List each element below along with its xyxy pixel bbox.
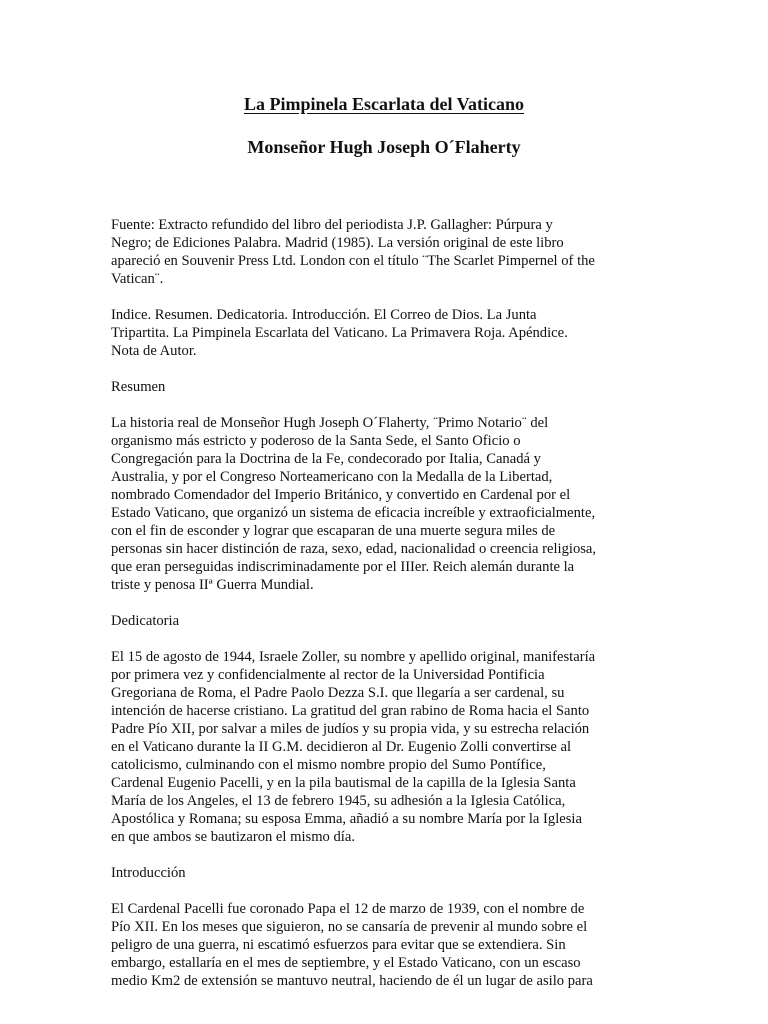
text-line: Apostólica y Romana; su esposa Emma, añadió a su nombre María por la Iglesia — [111, 811, 582, 827]
text-line: Fuente: Extracto refundido del libro del periodista J.P. Gallagher: Púrpura y — [111, 217, 553, 233]
document-body — [111, 216, 667, 1008]
text-line: Resumen — [111, 379, 166, 395]
text-line: triste y penosa IIª Guerra Mundial. — [111, 577, 314, 593]
text-line: Cardenal Eugenio Pacelli, y en la pila bautismal de la capilla de la Iglesia Santa — [111, 775, 576, 791]
text-line: Gregoriana de Roma, el Padre Paolo Dezza S.I. que llegaría a ser cardenal, su — [111, 685, 565, 701]
paragraph-resumen — [111, 414, 667, 594]
text-line: Estado Vaticano, que organizó un sistema de eficacia increíble y extraoficialmente, — [111, 505, 596, 521]
text-line: La historia real de Monseñor Hugh Joseph O´Flaherty, ¨Primo Notario¨ del — [111, 415, 549, 431]
text-line: Introducción — [111, 865, 186, 881]
text-line: catolicismo, culminando con el mismo nombre propio del Sumo Pontífice, — [111, 757, 546, 773]
text-line: en el Vaticano durante la II G.M. decidieron al Dr. Eugenio Zolli convertirse al — [111, 739, 572, 755]
text-line: por primera vez y confidencialmente al rector de la Universidad Pontificia — [111, 667, 545, 683]
paragraph-source — [111, 216, 667, 288]
text-line: intención de hacerse cristiano. La gratitud del gran rabino de Roma hacia el Santo — [111, 703, 590, 719]
text-line: María de los Angeles, el 13 de febrero 1945, su adhesión a la Iglesia Católica, — [111, 793, 566, 809]
text-line: Negro; de Ediciones Palabra. Madrid (1985). La versión original de este libro — [111, 235, 564, 251]
text-line: Congregación para la Doctrina de la Fe, condecorado por Italia, Canadá y — [111, 451, 541, 467]
text-line: El Cardenal Pacelli fue coronado Papa el 12 de marzo de 1939, con el nombre de — [111, 901, 585, 917]
text-line: que eran perseguidas indiscriminadamente por el IIIer. Reich alemán durante la — [111, 559, 575, 575]
text-line: Padre Pío XII, por salvar a miles de judíos y su propia vida, y su estrecha relación — [111, 721, 590, 737]
paragraph-index — [111, 306, 667, 360]
paragraph-heading-resumen — [111, 378, 667, 396]
text-line: en que ambos se bautizaron el mismo día. — [111, 829, 355, 845]
text-line: Dedicatoria — [111, 613, 180, 629]
text-line: Vatican¨. — [111, 271, 164, 287]
text-line: Nota de Autor. — [111, 343, 197, 359]
document-subtitle: Monseñor Hugh Joseph O´Flaherty — [247, 137, 521, 157]
text-line: nombrado Comendador del Imperio Británico, y convertido en Cardenal por el — [111, 487, 571, 503]
paragraph-dedicatoria — [111, 648, 667, 846]
text-line: embargo, estallaría en el mes de septiembre, y el Estado Vaticano, con un escaso — [111, 955, 581, 971]
text-line: Australia, y por el Congreso Norteamericano con la Medalla de la Libertad, — [111, 469, 553, 485]
text-line: apareció en Souvenir Press Ltd. London con el título ¨The Scarlet Pimpernel of the — [111, 253, 595, 269]
text-line: Pío XII. En los meses que siguieron, no se cansaría de prevenir al mundo sobre el — [111, 919, 588, 935]
text-line: peligro de una guerra, ni escatimó esfuerzos para evitar que se extendiera. Sin — [111, 937, 566, 953]
text-line: organismo más estricto y poderoso de la Santa Sede, el Santo Oficio o — [111, 433, 521, 449]
paragraph-heading-introduccion — [111, 864, 667, 882]
text-line: medio Km2 de extensión se mantuvo neutral, haciendo de él un lugar de asilo para — [111, 973, 593, 989]
text-line: personas sin hacer distinción de raza, sexo, edad, nacionalidad o creencia religiosa, — [111, 541, 597, 557]
text-line: Indice. Resumen. Dedicatoria. Introducción. El Correo de Dios. La Junta — [111, 307, 537, 323]
paragraph-introduccion — [111, 900, 667, 990]
text-line: con el fin de esconder y lograr que escaparan de una muerte segura miles de — [111, 523, 556, 539]
paragraph-heading-dedicatoria — [111, 612, 667, 630]
document-title: La Pimpinela Escarlata del Vaticano — [243, 94, 524, 114]
text-line: El 15 de agosto de 1944, Israele Zoller, su nombre y apellido original, manifestaría — [111, 649, 596, 665]
text-line: Tripartita. La Pimpinela Escarlata del Vaticano. La Primavera Roja. Apéndice. — [111, 325, 568, 341]
